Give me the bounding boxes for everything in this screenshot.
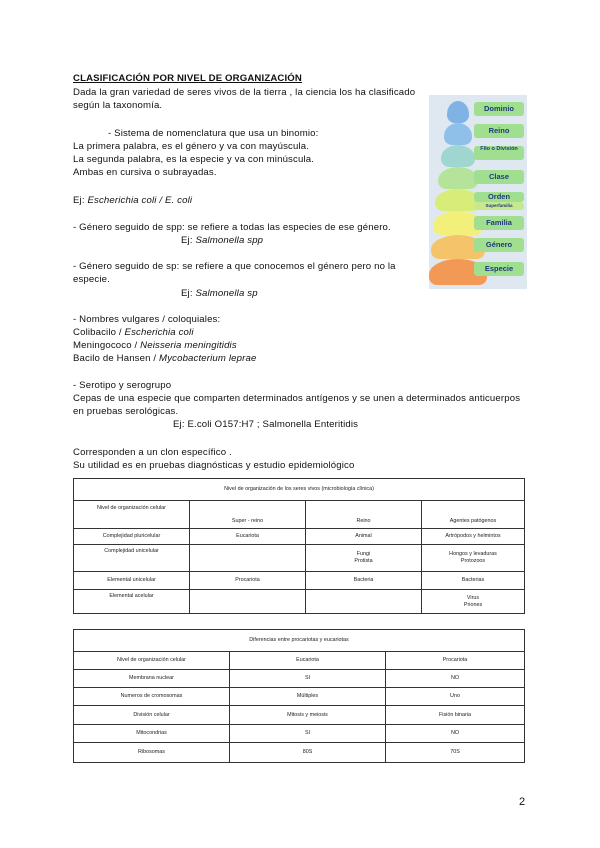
- prokaryote-eukaryote-table: [73, 629, 525, 763]
- table1-header-cell: Nivel de organización celular: [74, 501, 190, 529]
- level-familia: Familia: [474, 216, 524, 230]
- table2-cell: Numeros de cromosomas: [74, 688, 230, 706]
- binomial-heading: - Sistema de nomenclatura que usa un binomio:: [108, 128, 319, 139]
- serotype-heading: - Serotipo y serogrupo: [73, 380, 172, 391]
- vulgar-line-2: Meningococo / Neisseria meningitidis: [73, 340, 237, 351]
- table2-cell: Fisión binaria: [386, 706, 525, 725]
- taxonomy-pyramid-image: [429, 95, 527, 289]
- binomial-line-2: La segunda palabra, es la especie y va con minúscula.: [73, 154, 315, 165]
- level-genero: Género: [474, 238, 524, 252]
- vulgar-heading: - Nombres vulgares / coloquiales:: [73, 314, 221, 325]
- sp-line-2: especie.: [73, 274, 110, 285]
- example-ecoli: Ej: Escherichia coli / E. coli: [73, 195, 193, 206]
- table2-header-cell: Nivel de organización celular: [74, 652, 230, 670]
- table2-cell: Múltiples: [230, 688, 386, 706]
- vulgar-line-3: Bacilo de Hansen / Mycobacterium leprae: [73, 353, 257, 364]
- table1-header-cell: Agentes patógenos: [422, 501, 525, 529]
- level-orden: Orden: [474, 192, 524, 202]
- table2-cell: Uno: [386, 688, 525, 706]
- table1-cell: Fungi Protista: [306, 545, 422, 572]
- spp-line: - Género seguido de spp: se refiere a todas las especies de ese género.: [73, 222, 391, 233]
- level-reino: Reino: [474, 124, 524, 138]
- table1-caption: Nivel de organización de los seres vivos (microbiología clínica): [74, 479, 525, 501]
- serotype-example: Ej: E.coli O157:H7 ; Salmonella Enteritidis: [173, 419, 359, 430]
- table1-cell: Procariota: [190, 572, 306, 590]
- table2-cell: SI: [230, 725, 386, 743]
- organization-levels-table: [73, 478, 525, 614]
- table1-cell: Elemental acelular: [74, 590, 190, 614]
- serotype-line-2: en pruebas serológicas.: [73, 406, 179, 417]
- level-especie: Especie: [474, 262, 524, 276]
- level-clase: Clase: [474, 170, 524, 184]
- table1-cell: Bacterias: [422, 572, 525, 590]
- table2-cell: 70S: [386, 743, 525, 763]
- table1-cell: Eucariota: [190, 529, 306, 545]
- table2-caption: Diferencias entre procariotas y eucariotas: [74, 630, 525, 652]
- table1-cell: Virus Priones: [422, 590, 525, 614]
- table2-cell: Ribosomas: [74, 743, 230, 763]
- binomial-line-3: Ambas en cursiva o subrayadas.: [73, 167, 217, 178]
- table1-header-cell: Reino: [306, 501, 422, 529]
- table2-cell: NO: [386, 725, 525, 743]
- table1-cell: Complejidad unicelular: [74, 545, 190, 572]
- table1-cell: Complejidad pluricelular: [74, 529, 190, 545]
- table2-cell: NO: [386, 670, 525, 688]
- sp-line-1: - Género seguido de sp: se refiere a que conocemos el género pero no la: [73, 261, 396, 272]
- page-number: 2: [519, 796, 526, 808]
- level-superfamilia: Superfamilia: [474, 202, 524, 210]
- table2-cell: SI: [230, 670, 386, 688]
- table1-cell: Artrópodos y helmintos: [422, 529, 525, 545]
- table1-header-cell: Super - reino: [190, 501, 306, 529]
- table1-cell: Hongos y levaduras Protozoos: [422, 545, 525, 572]
- level-dominio: Dominio: [474, 102, 524, 116]
- level-filo: Filo o División: [474, 146, 524, 160]
- vulgar-line-1: Colibacilo / Escherichia coli: [73, 327, 194, 338]
- table1-cell: [190, 545, 306, 572]
- table2-header-cell: Procariota: [386, 652, 525, 670]
- sp-example: Ej: Salmonella sp: [181, 288, 258, 299]
- serotype-line-1: Cepas de una especie que comparten determinados antígenos y se unen a determinados anticuerpos: [73, 393, 521, 404]
- table2-cell: Membrana nuclear: [74, 670, 230, 688]
- table2-header-cell: Eucariota: [230, 652, 386, 670]
- spp-example: Ej: Salmonella spp: [181, 235, 264, 246]
- binomial-line-1: La primera palabra, es el género y va con mayúscula.: [73, 141, 310, 152]
- table1-cell: Animal: [306, 529, 422, 545]
- table2-cell: Mitosis y meiosis: [230, 706, 386, 725]
- table1-cell: [190, 590, 306, 614]
- table1-cell: Bacteria: [306, 572, 422, 590]
- table2-cell: Mitocondrias: [74, 725, 230, 743]
- table1-cell: Elemental unicelular: [74, 572, 190, 590]
- section-title: CLASIFICACIÓN POR NIVEL DE ORGANIZACIÓN: [73, 73, 303, 84]
- table2-cell: División celular: [74, 706, 230, 725]
- table1-cell: [306, 590, 422, 614]
- table2-cell: 80S: [230, 743, 386, 763]
- clone-line-2: Su utilidad es en pruebas diagnósticas y estudio epidemiológico: [73, 460, 355, 471]
- intro-line-1: Dada la gran variedad de seres vivos de la tierra , la ciencia los ha clasificado: [73, 87, 416, 98]
- intro-line-2: según la taxonomía.: [73, 100, 163, 111]
- clone-line-1: Corresponden a un clon específico .: [73, 447, 232, 458]
